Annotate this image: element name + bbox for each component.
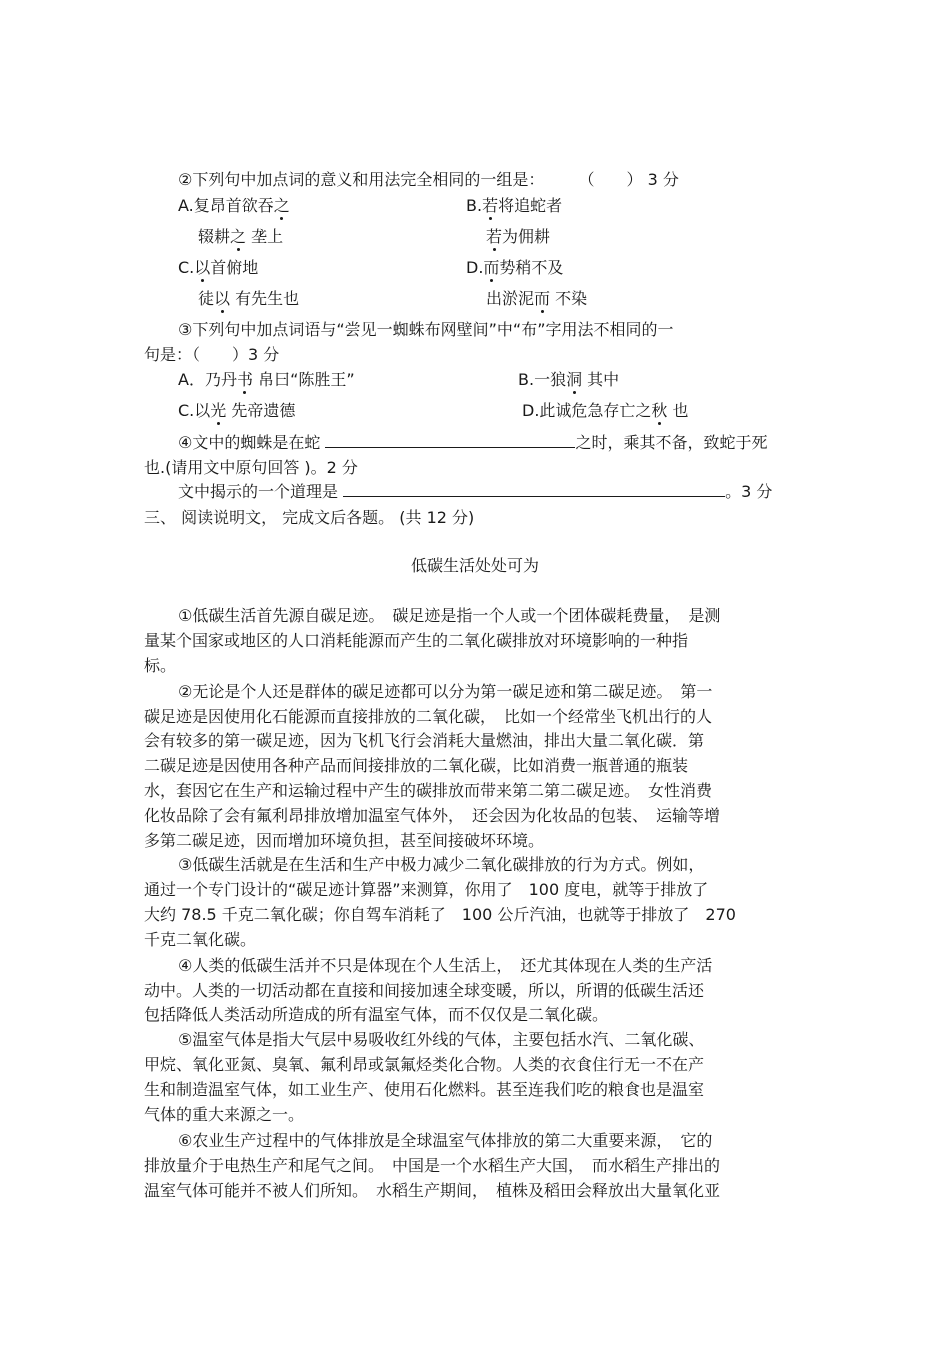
answer-blank[interactable] bbox=[343, 482, 725, 497]
paragraph-2-line: ②无论是个人还是群体的碳足迹都可以分为第一碳足迹和第二碳足迹。 第一 bbox=[178, 682, 713, 701]
q3-stem-line1: ③下列句中加点词语与“尝见一蜘蛛布网壁间”中“布”字用法不相同的一 bbox=[178, 320, 674, 339]
option-letter: D. bbox=[466, 258, 484, 277]
dotted-word: 光 bbox=[210, 401, 227, 420]
q4-line2: 也.(请用文中原句回答 )。2 分 bbox=[144, 458, 358, 477]
q2-option-c-line1 bbox=[178, 258, 258, 278]
option-letter: B. bbox=[518, 370, 535, 389]
q3-option-a bbox=[178, 370, 355, 390]
option-letter: D. bbox=[522, 401, 540, 420]
paragraph-1-line: ①低碳生活首先源自碳足迹。 碳足迹是指一个人或一个团体碳耗费量， 是测 bbox=[178, 606, 721, 625]
q2-option-a-line1 bbox=[178, 196, 290, 216]
q2-option-a-line2 bbox=[198, 227, 283, 247]
option-letter: B. bbox=[466, 196, 483, 215]
paragraph-3-line: ③低碳生活就是在生活和生产中极力减少二氧化碳排放的行为方式。例如， bbox=[178, 855, 705, 874]
option-letter: A． bbox=[178, 370, 205, 389]
dotted-word: 以 bbox=[194, 258, 211, 277]
option-text: 也 bbox=[667, 401, 689, 420]
option-text: 帛曰“陈胜王” bbox=[252, 370, 355, 389]
q2-option-b-line1 bbox=[466, 196, 562, 216]
option-text: 势稍不及 bbox=[499, 258, 564, 277]
paragraph-6-line: ⑥农业生产过程中的气体排放是全球温室气体排放的第二大重要来源， 它的 bbox=[178, 1131, 713, 1150]
q3-stem-line2: 句是：（ ）3 分 bbox=[144, 345, 280, 364]
dotted-word: 而 bbox=[483, 258, 500, 277]
option-letter: A. bbox=[178, 196, 194, 215]
q4-text: 文中揭示的一个道理是 bbox=[178, 482, 339, 501]
paragraph-1-line: 量某个国家或地区的人口消耗能源而产生的二氧化碳排放对环境影响的一种指 bbox=[144, 631, 689, 650]
paragraph-3-line: 大约 78.5 千克二氧化碳；你自驾车消耗了 100 公斤汽油，也就等于排放了 270 bbox=[144, 905, 736, 924]
q3-option-d bbox=[522, 401, 689, 421]
q4-text: ④文中的蜘蛛是在蛇 bbox=[178, 433, 321, 452]
option-text: 首俯地 bbox=[210, 258, 259, 277]
q2-option-d-line2 bbox=[486, 289, 587, 309]
dotted-word: 洞 bbox=[566, 370, 583, 389]
paragraph-2-line: 碳足迹是因使用化石能源而直接排放的二氧化碳， 比如一个经常坐飞机出行的人 bbox=[144, 707, 713, 726]
option-letter: C. bbox=[178, 258, 195, 277]
option-text: 先帝遗德 bbox=[226, 401, 296, 420]
option-text: 徒 bbox=[198, 289, 215, 308]
paragraph-2-line: 水，套因它在生产和运输过程中产生的碳排放而带来第二第二碳足迹。 女性消费 bbox=[144, 781, 713, 800]
option-text: 垄上 bbox=[246, 227, 284, 246]
option-text: 乃丹 bbox=[204, 370, 237, 389]
option-text: 复昂首欲吞 bbox=[193, 196, 274, 215]
paragraph-2-line: 会有较多的第一碳足迹，因为飞机飞行会消耗大量燃油，排出大量二氧化碳．第 bbox=[144, 731, 705, 750]
paragraph-1-line: 标。 bbox=[144, 656, 177, 675]
option-text: 将追蛇者 bbox=[498, 196, 563, 215]
dotted-word: 之 bbox=[230, 227, 247, 246]
option-text: 为佣耕 bbox=[502, 227, 551, 246]
q2-score: 3 分 bbox=[647, 170, 679, 189]
paragraph-6-line: 排放量介于电热生产和尾气之间。 中国是一个水稻生产大国， 而水稻生产排出的 bbox=[144, 1156, 721, 1175]
q4-text: 之时，乘其不备，致蛇于死 bbox=[575, 433, 768, 452]
dotted-word: 秋 bbox=[651, 401, 668, 420]
q4-line1 bbox=[178, 433, 767, 453]
paragraph-5-line: 气体的重大来源之一。 bbox=[144, 1105, 305, 1124]
option-text: 不染 bbox=[550, 289, 588, 308]
q2-stem: ②下列句中加点词的意义和用法完全相同的一组是： bbox=[178, 170, 545, 189]
paragraph-5-line: 甲烷、氧化亚氮、臭氧、氟利昂或氯氟烃类化合物。人类的衣食住行无一不在产 bbox=[144, 1055, 705, 1074]
dotted-word: 而 bbox=[534, 289, 551, 308]
q4-line3 bbox=[178, 482, 772, 502]
q2-stem-line bbox=[178, 170, 679, 190]
dotted-word: 之 bbox=[273, 196, 290, 215]
paragraph-3-line: 千克二氧化碳。 bbox=[144, 930, 257, 949]
option-text: 其中 bbox=[582, 370, 620, 389]
paragraph-6-line: 温室气体可能并不被人们所知。 水稻生产期间， 植株及稻田会释放出大量氧化亚 bbox=[144, 1181, 721, 1200]
paragraph-3-line: 通过一个专门设计的“碳足迹计算器”来测算，你用了 100 度电，就等于排放了 bbox=[144, 880, 709, 899]
paragraph-4-line: ④人类的低碳生活并不只是体现在个人生活上， 还尤其体现在人类的生产活 bbox=[178, 956, 713, 975]
q3-option-b bbox=[518, 370, 619, 390]
paragraph-2-line: 化妆品除了会有氟利昂排放增加温室气体外， 还会因为化妆品的包装、 运输等增 bbox=[144, 806, 721, 825]
option-letter: C. bbox=[178, 401, 195, 420]
option-text: 辍耕 bbox=[198, 227, 231, 246]
dotted-word: 以 bbox=[214, 289, 231, 308]
paragraph-5-line: ⑤温室气体是指大气层中易吸收红外线的气体，主要包括水汽、二氧化碳、 bbox=[178, 1030, 705, 1049]
q3-option-c bbox=[178, 401, 295, 421]
q2-answer-bracket: （ ） bbox=[578, 170, 643, 189]
paragraph-5-line: 生和制造温室气体，如工业生产、使用石化燃料。甚至连我们吃的粮食也是温室 bbox=[144, 1080, 705, 1099]
section-3-heading: 三、 阅读说明文， 完成文后各题。 (共 12 分) bbox=[144, 508, 475, 527]
paragraph-2-line: 多第二碳足迹，因而增加环境负担，甚至间接破坏环境。 bbox=[144, 831, 545, 850]
option-text: 有先生也 bbox=[230, 289, 300, 308]
paragraph-4-line: 包括降低人类活动所造成的所有温室气体，而不仅仅是二氧化碳。 bbox=[144, 1005, 609, 1024]
dotted-word: 书 bbox=[236, 370, 253, 389]
option-text: 出淤泥 bbox=[486, 289, 535, 308]
article-title: 低碳生活处处可为 bbox=[410, 556, 539, 575]
paragraph-4-line: 动中。人类的一切活动都在直接和间接加速全球变暖，所以，所谓的低碳生活还 bbox=[144, 981, 705, 1000]
q2-option-c-line2 bbox=[198, 289, 299, 309]
option-text: 此诚危急存亡之 bbox=[539, 401, 652, 420]
option-text: 一狼 bbox=[534, 370, 567, 389]
q2-option-b-line2 bbox=[486, 227, 550, 247]
option-text: 以 bbox=[194, 401, 211, 420]
q2-option-d-line1 bbox=[466, 258, 563, 278]
q4-text: 。3 分 bbox=[725, 482, 773, 501]
answer-blank[interactable] bbox=[325, 433, 575, 448]
dotted-word: 若 bbox=[482, 196, 499, 215]
paragraph-2-line: 二碳足迹是因使用各种产品而间接排放的二氧化碳，比如消费一瓶普通的瓶装 bbox=[144, 756, 689, 775]
dotted-word: 若 bbox=[486, 227, 503, 246]
